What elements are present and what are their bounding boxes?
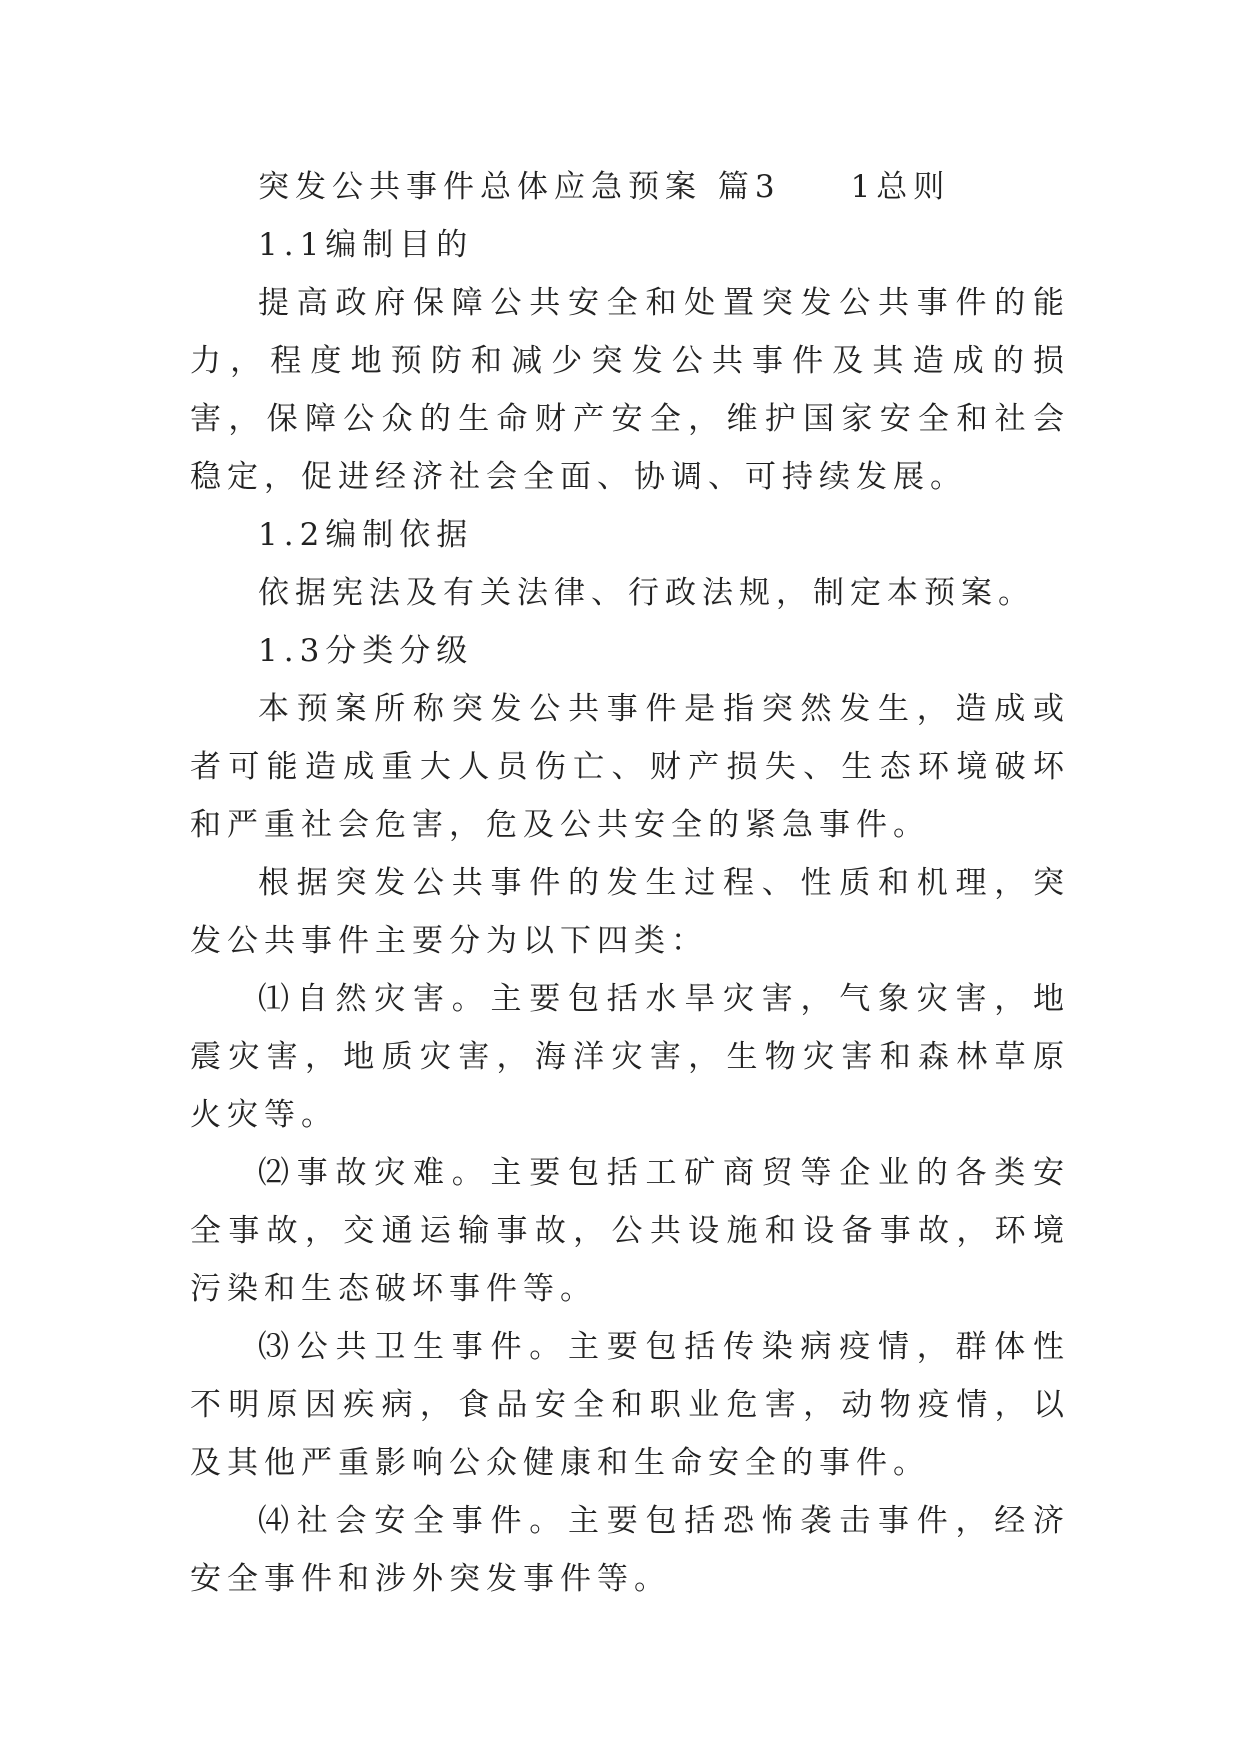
document-title: 突发公共事件总体应急预案 篇3 (258, 169, 781, 205)
paragraph-basis: 依据宪法及有关法律、行政法规，制定本预案。 (258, 575, 1035, 611)
list-item-public-health: ⑶公共卫生事件。主要包括传染病疫情，群体性不明原因疾病，食品安全和职业危害，动物疫情，以及其他严重影响公众健康和生命安全的事件。 (190, 1329, 1070, 1481)
section-heading-1-3: 1.3分类分级 (258, 633, 474, 669)
chapter-heading: 1总则 (850, 169, 951, 205)
list-item-natural-disasters: ⑴自然灾害。主要包括水旱灾害，气象灾害，地震灾害，地质灾害，海洋灾害，生物灾害和森林草原火灾等。 (190, 981, 1070, 1133)
section-heading-1-2: 1.2编制依据 (258, 517, 474, 553)
paragraph-categories-intro: 根据突发公共事件的发生过程、性质和机理，突发公共事件主要分为以下四类： (190, 865, 1070, 959)
list-item-accidents: ⑵事故灾难。主要包括工矿商贸等企业的各类安全事故，交通运输事故，公共设施和设备事故，环境污染和生态破坏事件等。 (190, 1155, 1070, 1307)
section-heading-1-1: 1.1编制目的 (258, 227, 474, 263)
document-body (190, 158, 1070, 1608)
paragraph-purpose: 提高政府保障公共安全和处置突发公共事件的能力，程度地预防和减少突发公共事件及其造成的损害，保障公众的生命财产安全，维护国家安全和社会稳定，促进经济社会全面、协调、可持续发展。 (190, 285, 1070, 495)
list-item-social-security: ⑷社会安全事件。主要包括恐怖袭击事件，经济安全事件和涉外突发事件等。 (190, 1503, 1070, 1597)
document-title-line (190, 158, 1070, 216)
paragraph-definition: 本预案所称突发公共事件是指突然发生，造成或者可能造成重大人员伤亡、财产损失、生态环境破坏和严重社会危害，危及公共安全的紧急事件。 (190, 691, 1070, 843)
